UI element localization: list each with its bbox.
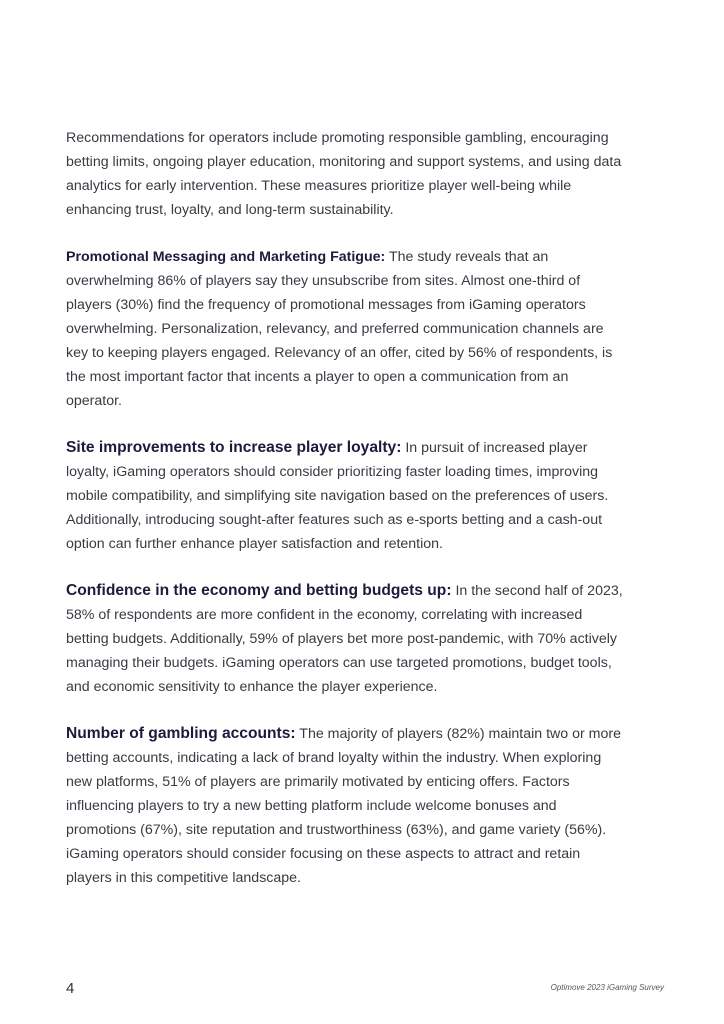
paragraph-heading: Number of gambling accounts: xyxy=(66,725,296,742)
paragraph-recommendations xyxy=(66,126,626,222)
paragraph-text: In the second half of 2023, 58% of respondents are more confident in the economy, correlating with increased betting budgets. Additionally, 59% of players bet more post-pandemic, with 70% actively managing their budgets. iGaming operators can use targeted promotions, budget tools, and economic sensitivity to enhance the player experience. xyxy=(66,583,623,695)
paragraph-text: In pursuit of increased player loyalty, iGaming operators should consider prioritizing faster loading times, improving mobile compatibility, and simplifying site navigation based on the preferences of users. Additionally, introducing sought-after features such as e-sports betting and a cash-out option can further enhance player satisfaction and retention. xyxy=(66,440,609,552)
paragraph-text: The study reveals that an overwhelming 86% of players say they unsubscribe from sites. Almost one-third of players (30%) find the frequency of promotional messages from iGaming operators overwhelming. Personalization, relevancy, and preferred communication channels are key to keeping players engaged. Relevancy of an offer, cited by 56% of respondents, is the most important factor that incents a player to open a communication from an operator. xyxy=(66,249,613,409)
paragraph-gambling-accounts xyxy=(66,722,626,890)
paragraph-text: The majority of players (82%) maintain two or more betting accounts, indicating a lack of brand loyalty within the industry. When exploring new platforms, 51% of players are primarily motivated by enticing offers. Factors influencing players to try a new betting platform include welcome bonuses and promotions (67%), site reputation and trustworthiness (63%), and game variety (56%). iGaming operators should consider focusing on these aspects to attract and retain players in this competitive landscape. xyxy=(66,726,621,886)
paragraph-heading: Site improvements to increase player loyalty: xyxy=(66,439,402,456)
paragraph-site-improvements xyxy=(66,436,626,556)
paragraph-text: Recommendations for operators include promoting responsible gambling, encouraging betting limits, ongoing player education, monitoring and support systems, and using data analytics for early intervention. These measures prioritize player well-being while enhancing trust, loyalty, and long-term sustainability. xyxy=(66,130,622,218)
paragraph-heading: Confidence in the economy and betting budgets up: xyxy=(66,582,452,599)
paragraph-promotional-messaging xyxy=(66,245,626,413)
paragraph-heading: Promotional Messaging and Marketing Fatigue: xyxy=(66,249,386,265)
page-number: 4 xyxy=(66,980,75,997)
paragraph-economy-confidence xyxy=(66,579,626,699)
footer-document-title: Optimove 2023 iGaming Survey xyxy=(550,983,664,992)
page-body xyxy=(66,126,626,913)
